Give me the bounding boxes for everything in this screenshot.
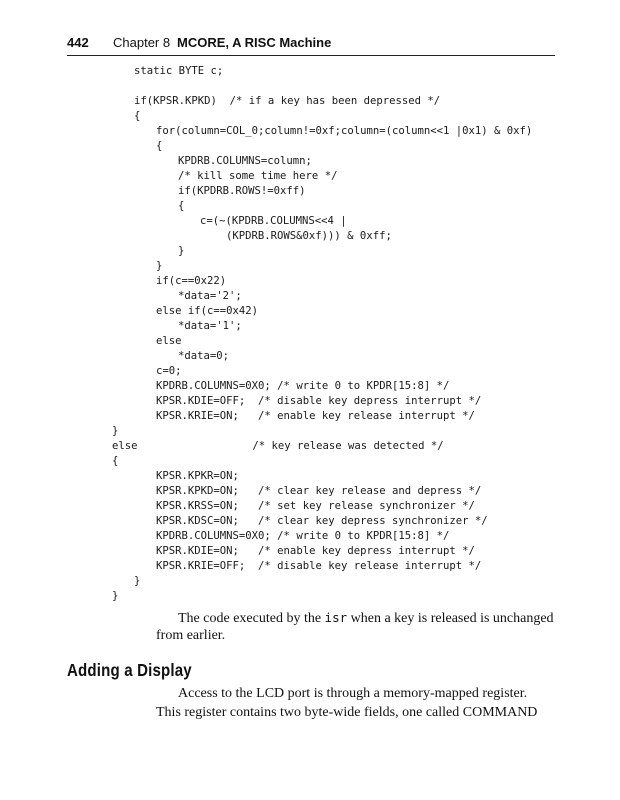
code-line: else /* key release was detected */ xyxy=(112,440,444,452)
para-text: The code executed by the xyxy=(178,611,325,626)
code-line: KPSR.KRSS=ON; /* set key release synchronizer */ xyxy=(156,500,475,512)
code-line: } xyxy=(178,245,185,257)
code-line: /* kill some time here */ xyxy=(178,170,338,182)
code-line: KPSR.KDIE=ON; /* enable key depress interrupt */ xyxy=(156,545,475,557)
code-line: KPDRB.COLUMNS=column; xyxy=(178,155,312,167)
paragraph-line: from earlier. xyxy=(156,628,226,643)
code-line: for(column=COL_0;column!=0xf;column=(column<<1 |0x1) & 0xf) xyxy=(156,125,533,137)
code-line: *data='2'; xyxy=(178,290,242,302)
code-line: c=(~(KPDRB.COLUMNS<<4 | xyxy=(200,215,347,227)
code-line: KPSR.KPKD=ON; /* clear key release and depress */ xyxy=(156,485,482,497)
chapter-title: MCORE, A RISC Machine xyxy=(177,35,332,50)
code-line: KPSR.KPKR=ON; xyxy=(156,470,239,482)
code-line: KPDRB.COLUMNS=0X0; /* write 0 to KPDR[15:8] */ xyxy=(156,530,450,542)
paragraph-line xyxy=(178,610,554,627)
paragraph-line: Access to the LCD port is through a memory-mapped register. xyxy=(178,686,528,701)
code-line: *data='1'; xyxy=(178,320,242,332)
code-line: { xyxy=(156,140,163,152)
code-line: KPSR.KDSC=ON; /* clear key depress synchronizer */ xyxy=(156,515,488,527)
code-line: KPSR.KRIE=ON; /* enable key release interrupt */ xyxy=(156,410,475,422)
code-line: else if(c==0x42) xyxy=(156,305,259,317)
para-text: when a key is released is unchanged xyxy=(347,611,554,626)
code-line: { xyxy=(134,110,141,122)
section-heading: Adding a Display xyxy=(67,660,192,680)
code-line: KPSR.KDIE=OFF; /* disable key depress interrupt */ xyxy=(156,395,482,407)
code-line: if(c==0x22) xyxy=(156,275,227,287)
code-line: } xyxy=(112,590,119,602)
code-line: if(KPSR.KPKD) /* if a key has been depressed */ xyxy=(134,95,441,107)
paragraph-line: This register contains two byte-wide fields, one called COMMAND xyxy=(156,705,538,720)
code-line: } xyxy=(112,425,119,437)
code-line: static BYTE c; xyxy=(134,65,224,77)
chapter-label: Chapter 8 xyxy=(113,35,171,50)
page-header xyxy=(67,33,555,56)
code-line: if(KPDRB.ROWS!=0xff) xyxy=(178,185,306,197)
code-line: KPSR.KRIE=OFF; /* disable key release interrupt */ xyxy=(156,560,482,572)
inline-code: isr xyxy=(324,610,348,625)
code-line: else xyxy=(156,335,182,347)
code-line: { xyxy=(178,200,185,212)
code-line: KPDRB.COLUMNS=0X0; /* write 0 to KPDR[15:8] */ xyxy=(156,380,450,392)
code-line: { xyxy=(112,455,119,467)
page-number: 442 xyxy=(67,35,89,50)
code-line: *data=0; xyxy=(178,350,230,362)
code-line: } xyxy=(156,260,163,272)
code-line: c=0; xyxy=(156,365,182,377)
code-line: } xyxy=(134,575,141,587)
code-line: (KPDRB.ROWS&0xf))) & 0xff; xyxy=(226,230,392,242)
